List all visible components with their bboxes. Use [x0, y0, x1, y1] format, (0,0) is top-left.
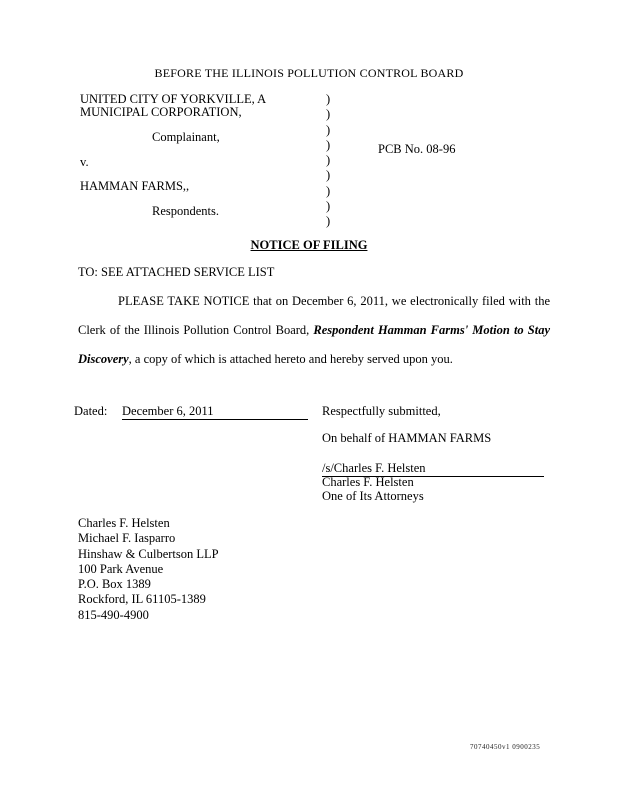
- address-line: P.O. Box 1389: [78, 577, 151, 592]
- on-behalf-of: On behalf of HAMMAN FARMS: [322, 431, 492, 445]
- to-line: TO: SEE ATTACHED SERVICE LIST: [78, 265, 275, 279]
- e-signature: /s/Charles F. Helsten: [322, 461, 544, 477]
- notice-body: [78, 287, 550, 374]
- dated-value: December 6, 2011: [122, 404, 308, 420]
- address-line: Charles F. Helsten: [78, 516, 170, 530]
- complainant-role: Complainant,: [152, 130, 220, 144]
- respondent-role: Respondents.: [152, 204, 220, 218]
- complainant-name-line1: UNITED CITY OF YORKVILLE, A: [80, 92, 267, 106]
- address-line: 815-490-4900: [78, 607, 149, 622]
- signer-role: One of Its Attorneys: [322, 489, 424, 503]
- caption-paren: ): [326, 199, 331, 214]
- versus: v.: [80, 155, 89, 169]
- closing: Respectfully submitted,: [322, 404, 441, 418]
- caption-paren: ): [326, 107, 331, 122]
- caption-paren: ): [326, 153, 331, 168]
- caption-paren: ): [326, 214, 331, 229]
- document-footer-code: 70740450v1 0900235: [470, 743, 541, 751]
- address-line: Michael F. Iasparro: [78, 531, 176, 546]
- dated-label: Dated:: [74, 404, 108, 418]
- notice-title: NOTICE OF FILING: [250, 238, 368, 252]
- case-number: PCB No. 08-96: [378, 142, 456, 156]
- motion-title: Respondent Hamman Farms' Motion to Stay Discovery: [78, 323, 551, 366]
- body-text-part2: , a copy of which is attached hereto and hereby served upon you.: [128, 352, 453, 366]
- court-header: BEFORE THE ILLINOIS POLLUTION CONTROL BOARD: [154, 66, 464, 80]
- complainant-name-line2: MUNICIPAL CORPORATION,: [80, 105, 242, 119]
- respondent-name: HAMMAN FARMS,,: [80, 179, 190, 193]
- address-line: Rockford, IL 61105-1389: [78, 592, 206, 607]
- address-line: 100 Park Avenue: [78, 561, 164, 576]
- caption-paren: ): [326, 92, 331, 106]
- address-line: Hinshaw & Culbertson LLP: [78, 546, 219, 561]
- address-block: [78, 516, 219, 623]
- signer-name: Charles F. Helsten: [322, 475, 414, 489]
- body-text-part1: PLEASE TAKE NOTICE that on December 6, 2011, we electronically filed with the Clerk of the Illinois Pollution Control Board,: [78, 294, 550, 337]
- caption-paren: ): [326, 168, 331, 183]
- caption-paren: ): [326, 137, 331, 152]
- caption-parentheses: [326, 92, 330, 230]
- caption-paren: ): [326, 183, 331, 198]
- caption-paren: ): [326, 122, 331, 137]
